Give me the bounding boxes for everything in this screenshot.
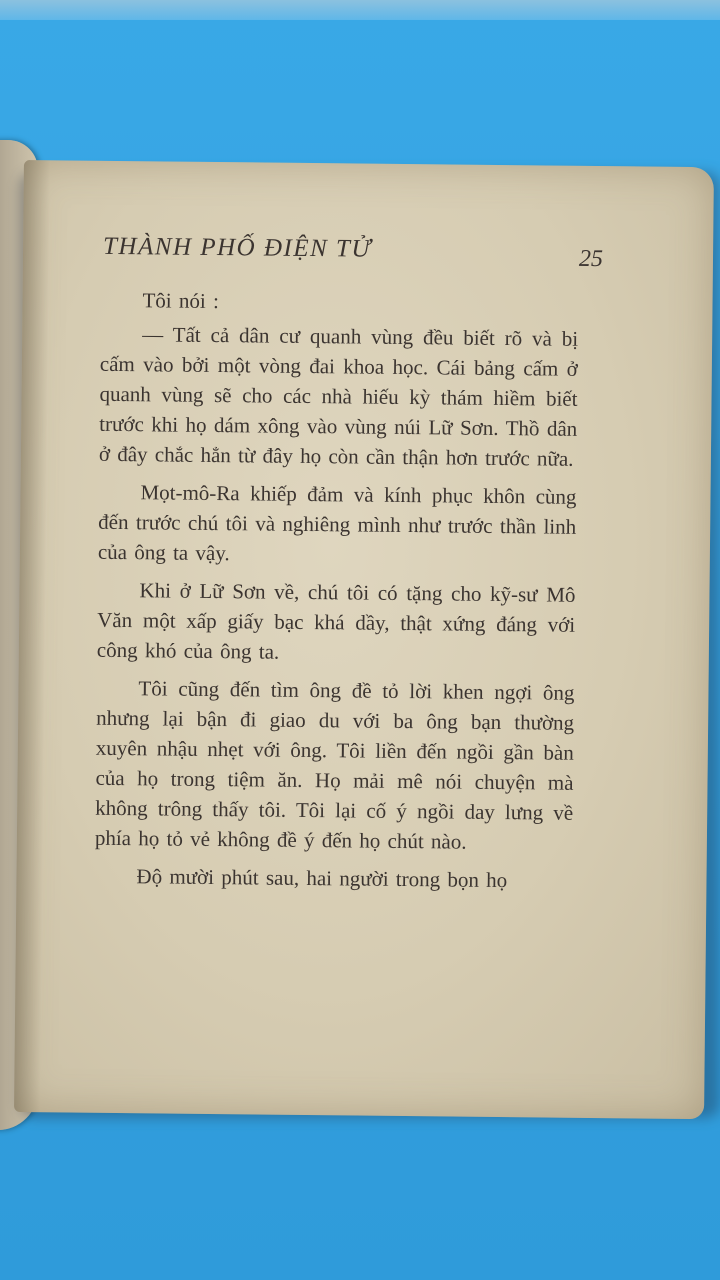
paragraph: Tôi cũng đến tìm ông đề tỏ lời khen ngợi ông nhưng lại bận đi giao du với ba ông bạn thường xuyên nhậu nhẹt với ông. Tôi liền đến ngồi gần bàn của họ trong tiệm ăn. Họ mải mê nói chuyện mà không trông thấy tôi. Tôi lại cố ý ngồi day lưng về phía họ tỏ vẻ không đề ý đến họ chút nào. <box>94 676 575 854</box>
paragraph: Khi ở Lữ Sơn về, chú tôi có tặng cho kỹ-sư Mô Văn một xấp giấy bạc khá dầy, thật xứng đáng với công khó của ông ta. <box>96 578 576 664</box>
paragraph: Mọt-mô-Ra khiếp đảm và kính phục khôn cùng đến trước chú tôi và nghiêng mình như trước thần linh của ông ta vậy. <box>97 480 577 566</box>
background-surface-edge <box>0 0 720 20</box>
page-header <box>103 233 603 278</box>
book-page <box>14 160 714 1119</box>
paragraph: — Tất cả dân cư quanh vùng đều biết rõ và bị cấm vào bởi một vòng đai khoa học. Cái bảng cấm ở quanh vùng sẽ cho các nhà hiếu kỳ thám hiềm biết trước khi họ dám xông vào vùng núi Lữ Sơn. Thồ dân ở đây chắc hẳn từ đây họ còn cần thận hơn trước nữa. <box>98 322 579 471</box>
running-title: THÀNH PHỐ ĐIỆN TỬ <box>102 232 372 263</box>
paragraph: Độ mười phút sau, hai người trong bọn họ <box>136 864 508 893</box>
page-number: 25 <box>578 245 604 273</box>
paragraph: Tôi nói : <box>142 288 220 314</box>
body-text <box>94 285 578 904</box>
